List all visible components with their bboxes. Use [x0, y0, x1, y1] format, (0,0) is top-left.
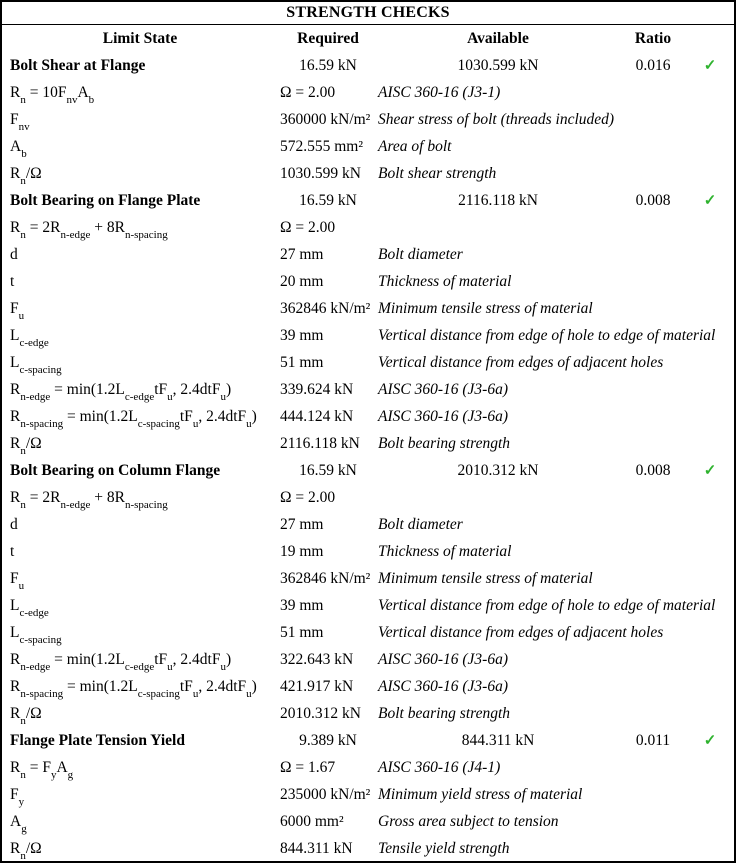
variable-value: 1030.599 kN [280, 164, 361, 182]
variable-symbol: $F_u$ [10, 569, 25, 592]
column-header-limit-state: Limit State [102, 29, 178, 47]
variable-value: 51 mm [280, 623, 324, 641]
calculation-detail-row [2, 268, 734, 295]
ratio-value: 0.016 [635, 56, 671, 74]
available-value: 844.311 kN [461, 731, 535, 749]
variable-description: Tensile yield strength [378, 839, 510, 857]
variable-symbol: $R_{n-spacing} = \min(1.2L_{c-spacing}tF_u$, 2.4dtF$_u$) [10, 407, 257, 430]
variable-symbol: $R_n = 10F_{nv}A_b$ [10, 83, 95, 106]
variable-value: 362846 kN/m² [280, 569, 371, 587]
variable-description: Bolt diameter [378, 515, 463, 533]
limit-state-check-row [2, 457, 734, 484]
calculation-detail-row [2, 160, 734, 187]
variable-symbol: $R_n/\Omega$ [10, 434, 42, 457]
calculation-detail-row [2, 511, 734, 538]
variable-description: Area of bolt [378, 137, 452, 155]
calculation-detail-row [2, 808, 734, 835]
pass-check-icon: ✓ [703, 733, 717, 749]
variable-value: 20 mm [280, 272, 324, 290]
variable-description: Vertical distance from edge of hole to edge of material [378, 596, 716, 614]
variable-symbol: $R_n = 2R_{n-edge} + 8R_{n-spacing}$ [10, 218, 168, 241]
variable-symbol: d [10, 245, 18, 263]
variable-description: Minimum tensile stress of material [378, 569, 593, 587]
calculation-detail-row [2, 106, 734, 133]
limit-state-name: Bolt Bearing on Flange Plate [10, 191, 201, 209]
variable-value: 362846 kN/m² [280, 299, 371, 317]
calculation-detail-row [2, 79, 734, 106]
variable-value: 6000 mm² [280, 812, 344, 830]
variable-value: 39 mm [280, 596, 324, 614]
ratio-value: 0.008 [635, 461, 671, 479]
variable-symbol: $R_{n-edge} = \min(1.2L_{c-edge}tF_u$, 2.4dtF$_u$) [10, 380, 232, 403]
pass-check-icon: ✓ [703, 193, 717, 209]
variable-description: Bolt diameter [378, 245, 463, 263]
variable-value: 444.124 kN [280, 407, 354, 425]
variable-description: AISC 360-16 (J3-6a) [378, 380, 508, 398]
variable-symbol: d [10, 515, 18, 533]
variable-symbol: $L_{c-spacing}$ [10, 623, 62, 646]
variable-value: 844.311 kN [280, 839, 353, 857]
variable-value: 360000 kN/m² [280, 110, 371, 128]
variable-symbol: $R_n/\Omega$ [10, 704, 42, 727]
required-value: 9.389 kN [299, 731, 357, 749]
variable-symbol: $R_{n-edge} = \min(1.2L_{c-edge}tF_u$, 2.4dtF$_u$) [10, 650, 232, 673]
calculation-detail-row [2, 565, 734, 592]
variable-symbol: $L_{c-edge}$ [10, 596, 49, 619]
variable-description: Vertical distance from edges of adjacent holes [378, 353, 664, 371]
variable-value: 27 mm [280, 515, 324, 533]
rows-container [2, 52, 734, 862]
column-header-row [2, 25, 734, 52]
variable-value: 51 mm [280, 353, 324, 371]
variable-symbol: $R_n = F_yA_g$ [10, 758, 74, 781]
variable-description: Thickness of material [378, 272, 512, 290]
variable-symbol: $R_{n-spacing} = \min(1.2L_{c-spacing}tF_u$, 2.4dtF$_u$) [10, 677, 257, 700]
required-value: 16.59 kN [299, 461, 357, 479]
calculation-detail-row [2, 430, 734, 457]
variable-symbol: $L_{c-spacing}$ [10, 353, 62, 376]
calculation-detail-row [2, 241, 734, 268]
variable-description: AISC 360-16 (J3-6a) [378, 650, 508, 668]
required-value: 16.59 kN [299, 191, 357, 209]
variable-description: Bolt shear strength [378, 164, 497, 182]
calculation-detail-row [2, 403, 734, 430]
calculation-detail-row [2, 133, 734, 160]
required-value: 16.59 kN [299, 56, 357, 74]
variable-description: Shear stress of bolt (threads included) [378, 110, 615, 128]
column-header-ratio: Ratio [634, 29, 672, 47]
variable-description: Vertical distance from edge of hole to edge of material [378, 326, 716, 344]
variable-value: 27 mm [280, 245, 324, 263]
variable-description: Gross area subject to tension [378, 812, 559, 830]
variable-symbol: $R_n/\Omega$ [10, 164, 42, 187]
variable-symbol: $F_u$ [10, 299, 25, 322]
variable-symbol: $R_n/\Omega$ [10, 839, 42, 862]
variable-value: 235000 kN/m² [280, 785, 371, 803]
variable-value: Ω = 1.67 [280, 758, 336, 776]
calculation-detail-row [2, 754, 734, 781]
calculation-detail-row [2, 673, 734, 700]
available-value: 2010.312 kN [457, 461, 539, 479]
pass-check-icon: ✓ [703, 58, 717, 74]
column-header-required: Required [297, 29, 359, 47]
variable-symbol: $A_b$ [10, 137, 27, 160]
variable-symbol: $F_{nv}$ [10, 110, 30, 133]
variable-symbol: t [10, 272, 15, 290]
column-header-available: Available [467, 29, 529, 47]
limit-state-check-row [2, 52, 734, 79]
ratio-value: 0.008 [635, 191, 671, 209]
ratio-value: 0.011 [635, 731, 671, 749]
variable-description: Bolt bearing strength [378, 434, 511, 452]
calculation-detail-row [2, 295, 734, 322]
calculation-detail-row [2, 322, 734, 349]
variable-symbol: $L_{c-edge}$ [10, 326, 49, 349]
limit-state-check-row [2, 187, 734, 214]
calculation-detail-row [2, 592, 734, 619]
variable-value: 421.917 kN [280, 677, 354, 695]
variable-value: Ω = 2.00 [280, 83, 336, 101]
variable-symbol: $A_g$ [10, 812, 27, 835]
variable-value: 19 mm [280, 542, 324, 560]
variable-symbol: $R_n = 2R_{n-edge} + 8R_{n-spacing}$ [10, 488, 168, 511]
limit-state-name: Bolt Bearing on Column Flange [10, 461, 221, 479]
variable-value: 322.643 kN [280, 650, 354, 668]
variable-value: 2010.312 kN [280, 704, 361, 722]
calculation-detail-row [2, 214, 734, 241]
variable-description: AISC 360-16 (J3-6a) [378, 677, 508, 695]
variable-value: 39 mm [280, 326, 324, 344]
calculation-detail-row [2, 781, 734, 808]
variable-description: Minimum tensile stress of material [378, 299, 593, 317]
calculation-detail-row [2, 538, 734, 565]
limit-state-name: Flange Plate Tension Yield [10, 731, 185, 749]
variable-description: AISC 360-16 (J4-1) [378, 758, 501, 776]
pass-check-icon: ✓ [703, 463, 717, 479]
variable-symbol: t [10, 542, 15, 560]
variable-description: Thickness of material [378, 542, 512, 560]
variable-value: Ω = 2.00 [280, 218, 336, 236]
available-value: 1030.599 kN [457, 56, 539, 74]
calculation-detail-row [2, 484, 734, 511]
variable-description: AISC 360-16 (J3-1) [378, 83, 501, 101]
variable-description: Minimum yield stress of material [378, 785, 583, 803]
variable-value: 339.624 kN [280, 380, 354, 398]
variable-description: Bolt bearing strength [378, 704, 511, 722]
variable-value: 572.555 mm² [280, 137, 364, 155]
variable-description: Vertical distance from edges of adjacent holes [378, 623, 664, 641]
limit-state-name: Bolt Shear at Flange [10, 56, 146, 74]
limit-state-check-row [2, 727, 734, 754]
calculation-detail-row [2, 646, 734, 673]
variable-description: AISC 360-16 (J3-6a) [378, 407, 508, 425]
calculation-detail-row [2, 619, 734, 646]
variable-symbol: $F_y$ [10, 785, 25, 808]
variable-value: 2116.118 kN [280, 434, 360, 452]
calculation-detail-row [2, 349, 734, 376]
available-value: 2116.118 kN [458, 191, 538, 209]
calculation-detail-row [2, 376, 734, 403]
variable-value: Ω = 2.00 [280, 488, 336, 506]
calculation-detail-row [2, 835, 734, 862]
calculation-detail-row [2, 700, 734, 727]
report-title: STRENGTH CHECKS [2, 2, 734, 25]
